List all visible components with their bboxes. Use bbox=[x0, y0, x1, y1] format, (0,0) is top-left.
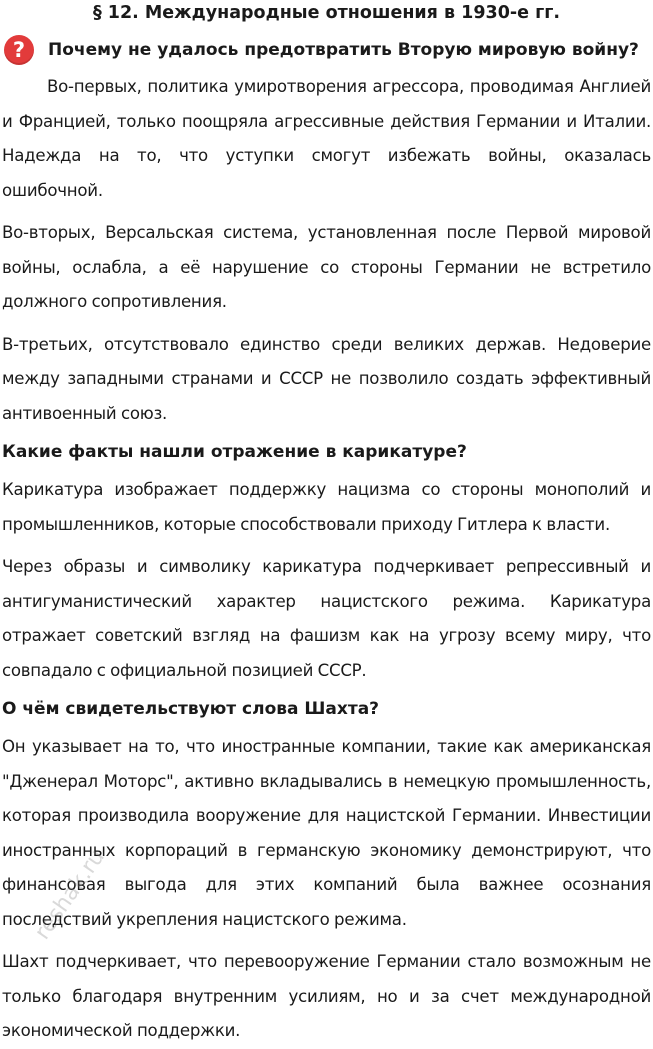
answer-section-1 bbox=[2, 70, 651, 431]
paragraph: Во-первых, политика умиротворения агрессора, проводимая Англией и Францией, только поощряла агрессивные действия Германии и Италии. Надежда на то, что уступки смогут избежать войны, оказалась ошибочной. bbox=[2, 77, 651, 200]
section-heading: Какие факты нашли отражение в карикатуре? bbox=[2, 442, 467, 462]
paragraph: Шахт подчеркивает, что перевооружение Германии стало возможным не только благодаря внутренним усилиям, но и за счет международной экономической поддержки. bbox=[2, 952, 651, 1040]
page-title: § 12. Международные отношения в 1930-е гг. bbox=[92, 3, 561, 23]
paragraph: Во-вторых, Версальская система, установленная после Первой мировой войны, ослабла, а её нарушение со стороны Германии не встретило должного сопротивления. bbox=[2, 223, 651, 311]
answer-section-2 bbox=[2, 439, 651, 688]
paragraph: Карикатура изображает поддержку нацизма со стороны монополий и промышленников, которые способствовали приходу Гитлера к власти. bbox=[2, 480, 651, 534]
paragraph: Через образы и символику карикатура подчеркивает репрессивный и антигуманистический характер нацистского режима. Карикатура отражает советский взгляд на фашизм как на угрозу всему миру, что совпадало с официальной позицией СССР. bbox=[2, 557, 651, 680]
paragraph: В-третьих, отсутствовало единство среди великих держав. Недоверие между западными странами и СССР не позволило создать эффективный антивоенный союз. bbox=[2, 334, 651, 423]
section-heading: О чём свидетельствуют слова Шахта? bbox=[2, 699, 380, 719]
question-heading: Почему не удалось предотвратить Вторую мировую войну? bbox=[48, 40, 639, 60]
paragraph: Он указывает на то, что иностранные компании, такие как американская "Дженерал Моторс", активно вкладывались в немецкую промышленность, которая производила вооружение для нацистской Германии. Инвестиции иностранных корпораций в германскую экономику демонстрируют, что финансовая выгода для этих компаний была важнее осознания последствий укрепления нацистского режима. bbox=[2, 737, 651, 929]
question-icon: ? bbox=[4, 35, 34, 65]
answer-section-3 bbox=[2, 696, 651, 1049]
watermark: reshak.ru bbox=[30, 845, 110, 945]
question-row bbox=[2, 30, 651, 70]
